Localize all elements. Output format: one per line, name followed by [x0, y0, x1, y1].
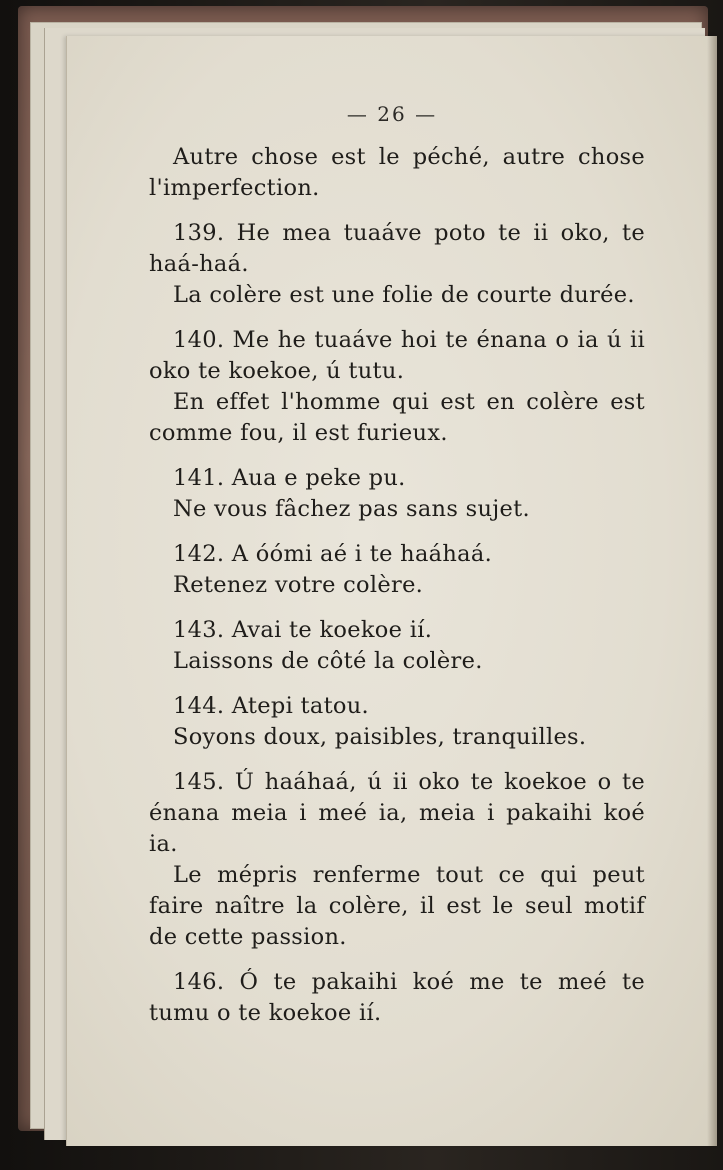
paragraph: Retenez votre colère. [173, 572, 424, 598]
page-edge-shadow [707, 36, 717, 1146]
paragraph: 139. He mea tuaáve poto te ii oko, te haá-haá. [149, 220, 645, 277]
paragraph: 143. Avai te koekoe ií. [173, 617, 433, 643]
paragraph: Ne vous fâchez pas sans sujet. [173, 496, 530, 522]
paragraph: Laissons de côté la colère. [173, 648, 483, 674]
page-text [149, 142, 645, 1029]
page-number: — 26 — [346, 102, 438, 126]
paragraph: Soyons doux, paisibles, tranquilles. [173, 724, 587, 750]
paragraph: 144. Atepi tatou. [173, 693, 369, 719]
paragraph: 146. Ó te pakaihi koé me te meé te tumu o te koekoe ií. [149, 969, 645, 1026]
paragraph: 142. A óómi aé i te haáhaá. [173, 541, 493, 567]
book-page [66, 36, 717, 1146]
paragraph: 141. Aua e peke pu. [173, 465, 406, 491]
paragraph: Autre chose est le péché, autre chose l'imperfection. [149, 144, 645, 201]
paragraph: 145. Ú haáhaá, ú ii oko te koekoe o te énana meia i meé ia, meia i pakaihi koé ia. [149, 769, 645, 857]
paragraph: Le mépris renferme tout ce qui peut faire naître la colère, il est le seul motif de cette passion. [149, 862, 645, 950]
paragraph: En effet l'homme qui est en colère est comme fou, il est furieux. [149, 389, 645, 446]
paragraph: 140. Me he tuaáve hoi te énana o ia ú ii oko te koekoe, ú tutu. [149, 327, 645, 384]
paragraph: La colère est une folie de courte durée. [173, 282, 635, 308]
